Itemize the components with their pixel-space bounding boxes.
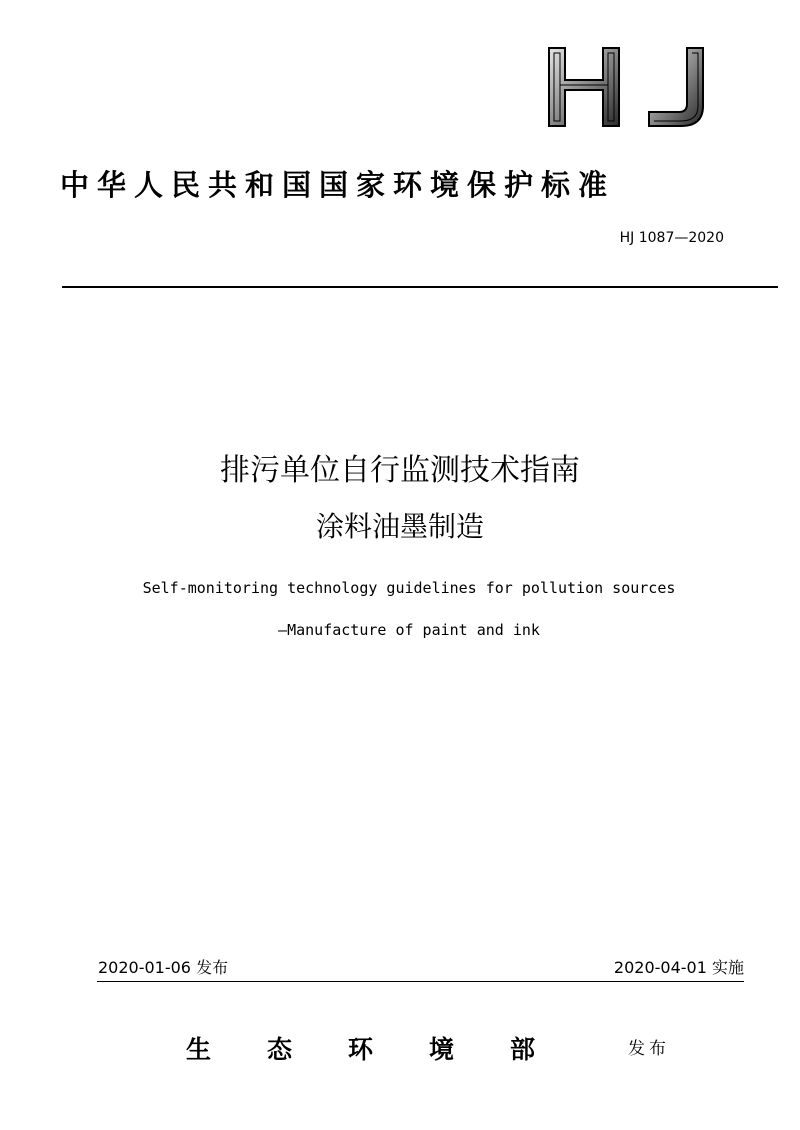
- issue-date: 2020-01-06 发布: [98, 958, 229, 977]
- footer-divider: [97, 981, 744, 982]
- document-title-en-line2: —Manufacture of paint and ink: [278, 621, 540, 639]
- letter-h-shape: [549, 48, 619, 126]
- letter-j-shape: [649, 48, 703, 126]
- standard-number: HJ 1087—2020: [619, 230, 724, 246]
- document-title-cn-line1: 排污单位自行监测技术指南: [220, 453, 580, 488]
- document-title-cn-line2: 涂料油墨制造: [315, 510, 484, 543]
- hj-logo: [545, 44, 710, 130]
- issuer-name: 生态环境部: [186, 1035, 592, 1064]
- issuer-suffix: 发布: [628, 1039, 670, 1059]
- org-title: 中华人民共和国国家环境保护标准: [60, 168, 616, 202]
- header-divider: [62, 286, 778, 288]
- document-title-en-line1: Self-monitoring technology guidelines for pollution sources: [142, 579, 676, 597]
- effective-date: 2020-04-01 实施: [613, 958, 744, 977]
